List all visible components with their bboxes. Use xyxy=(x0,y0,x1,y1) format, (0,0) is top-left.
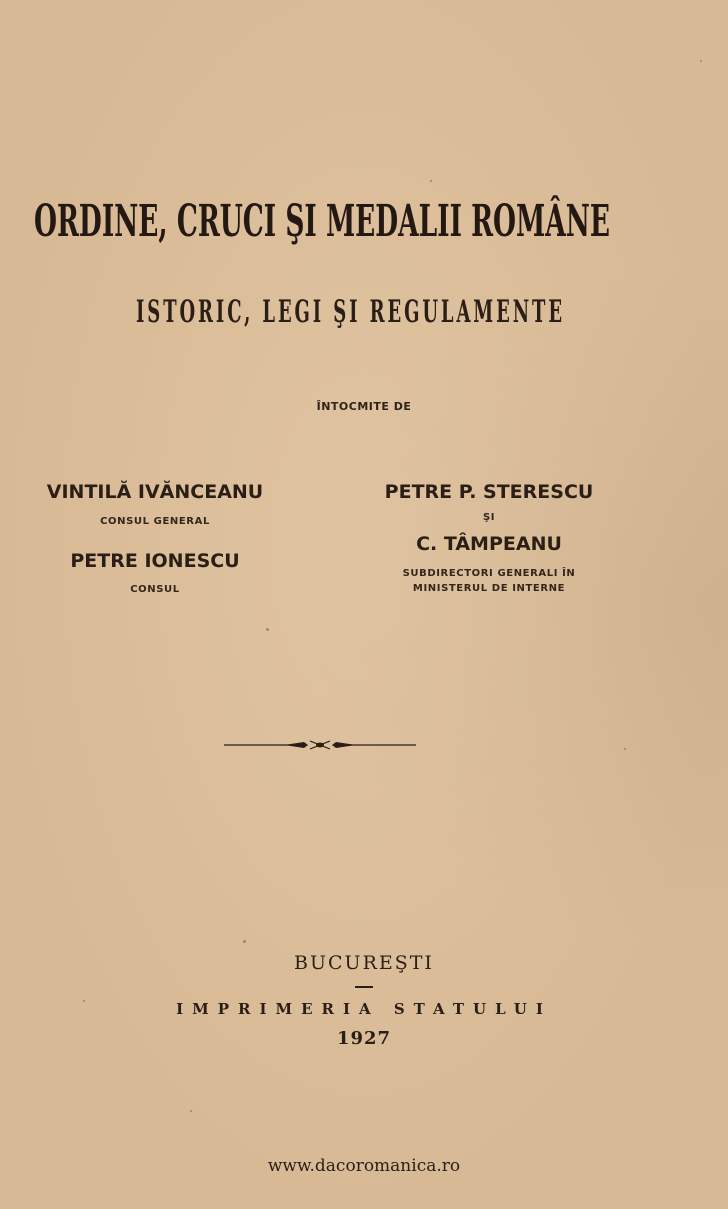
author-role-consul: CONSUL xyxy=(130,584,180,595)
paper-speck xyxy=(243,940,246,943)
paper-speck xyxy=(430,180,432,182)
author-conjunction: ŞI xyxy=(482,512,496,523)
author-name-ivanceanu: VINTILĂ IVĂNCEANU xyxy=(46,481,264,503)
printer-name: IMPRIMERIA STATULUI xyxy=(176,1000,552,1018)
paper-speck xyxy=(624,748,626,750)
paper-speck xyxy=(266,628,269,631)
footer-url: www.dacoromanica.ro xyxy=(267,1156,461,1176)
author-name-sterescu: PETRE P. STERESCU xyxy=(384,481,594,503)
author-role-line-2: MINISTERUL DE INTERNE xyxy=(412,583,566,594)
ornament-divider-icon xyxy=(224,737,416,753)
city-name: BUCUREŞTI xyxy=(294,952,434,974)
paper-speck xyxy=(83,1000,85,1002)
subtitle: ISTORIC, LEGI ŞI REGULAMENTE xyxy=(136,294,565,330)
paper-speck xyxy=(700,60,702,62)
author-role-line-1: SUBDIRECTORI GENERALI ÎN xyxy=(402,568,576,579)
author-name-ionescu: PETRE IONESCU xyxy=(70,550,240,572)
compiled-by-label: ÎNTOCMITE DE xyxy=(316,400,412,413)
publication-year: 1927 xyxy=(336,1028,392,1049)
main-title: ORDINE, CRUCI ŞI MEDALII ROMÂNE xyxy=(34,196,611,247)
author-name-tampeanu: C. TÂMPEANU xyxy=(416,533,562,555)
author-role-consul-general: CONSUL GENERAL xyxy=(100,516,210,527)
divider-dash xyxy=(355,986,373,988)
paper-speck xyxy=(190,1110,192,1112)
